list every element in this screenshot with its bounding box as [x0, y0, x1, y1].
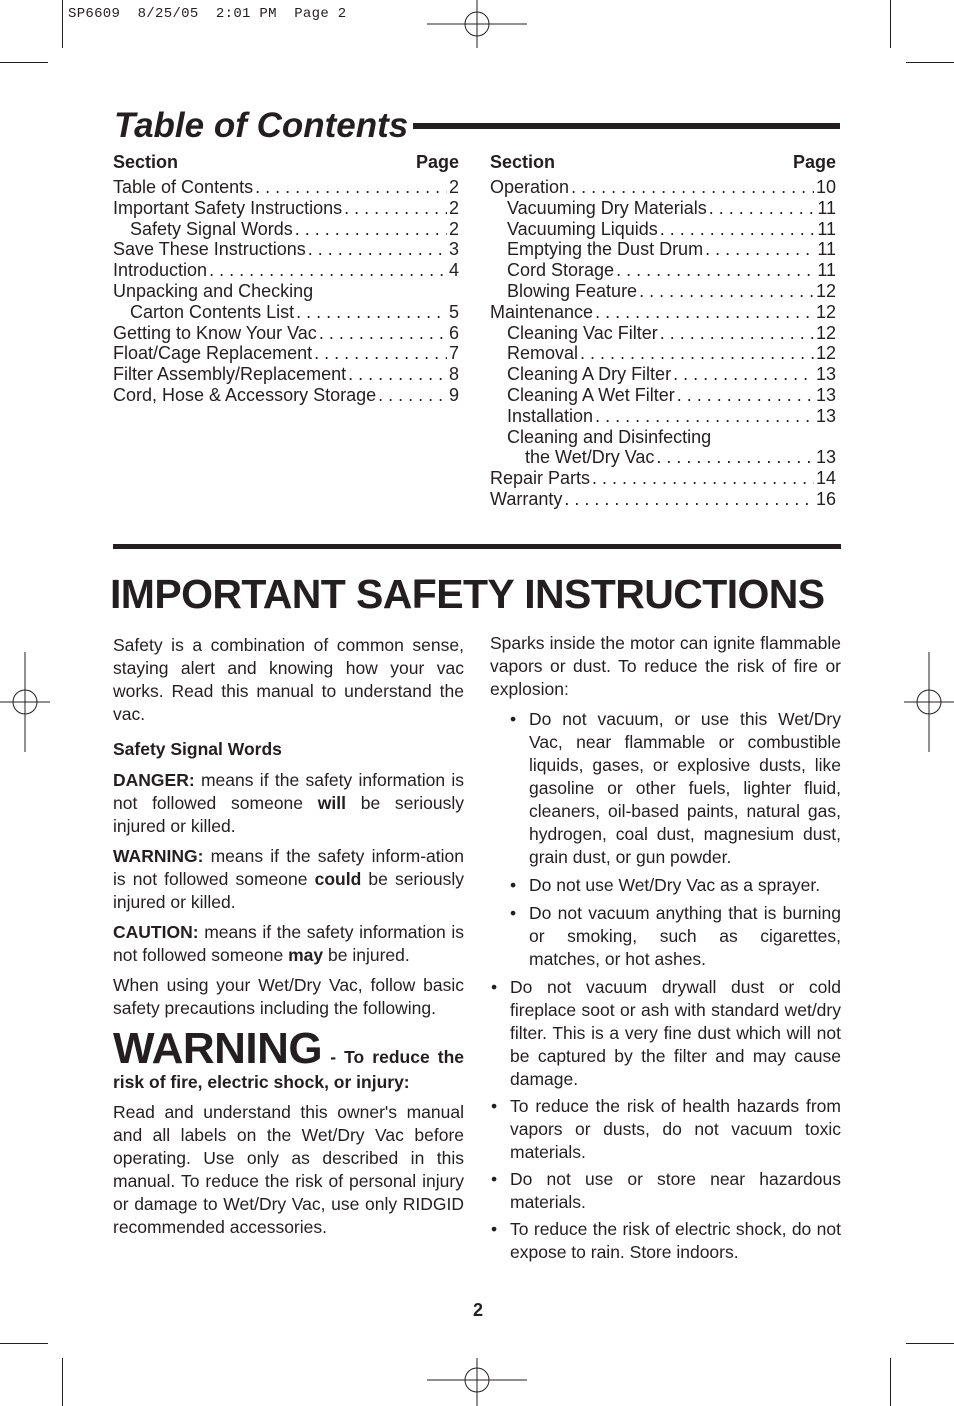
toc-page-label: Page	[415, 152, 459, 172]
toc-dot-leader	[378, 385, 447, 406]
toc-entry	[113, 177, 459, 198]
toc-entry-label: Carton Contents List	[130, 301, 295, 322]
toc-dot-leader	[564, 489, 814, 510]
toc-entry-label: Filter Assembly/Replacement	[113, 364, 347, 385]
toc-title: Table of Contents	[114, 106, 409, 145]
toc-entry-label: Cord, Hose & Accessory Storage	[113, 384, 377, 405]
danger-text: means if the safety information is not followed someone	[113, 770, 464, 813]
safety-left-column	[113, 634, 464, 1246]
toc-entry	[490, 177, 836, 198]
warning-label: WARNING:	[113, 846, 204, 866]
danger-emphasis: will	[317, 793, 346, 813]
toc-entry-label: Maintenance	[490, 301, 594, 322]
safety-right-column	[490, 632, 841, 1268]
warning-heading-text: - To reduce the risk of fire, electric shock, or injury:	[113, 1047, 464, 1092]
bullet-item: • Do not vacuum, or use this Wet/Dry Vac, near flammable or combustible liquids, gases, or explosive dusts, like gasoline or other fuels, lighter fluid, cleaners, oil-based paints, natural gas, hydrogen, coal dust, magnesium dust, grain dust, or gun powder.	[509, 708, 841, 869]
toc-entry-page: 12	[815, 301, 836, 322]
toc-dot-leader	[571, 177, 814, 198]
toc-dot-leader	[595, 406, 814, 427]
toc-entry-label: Important Safety Instructions	[113, 197, 343, 218]
toc-entry-page: 11	[817, 218, 836, 239]
bullet-item: • Do not vacuum drywall dust or cold fireplace soot or ash with standard wet/dry filter. This is a very fine dust which will not be captured by the filter and may cause damage.	[490, 976, 841, 1091]
toc-entry	[490, 260, 836, 281]
caution-text: means if the safety information is not followed someone	[113, 922, 464, 965]
toc-dot-leader	[709, 198, 816, 219]
toc-dot-leader	[319, 323, 447, 344]
toc-page-label: Page	[792, 152, 836, 172]
danger-label: DANGER:	[113, 770, 195, 790]
toc-entry-page: 16	[815, 488, 836, 509]
toc-title-rule	[413, 123, 840, 129]
toc-entry	[490, 406, 836, 427]
printer-slug: SP6609 8/25/05 2:01 PM Page 2	[68, 6, 347, 22]
toc-dot-leader	[639, 281, 814, 302]
toc-entry-page: 7	[448, 343, 459, 364]
toc-dot-leader	[673, 364, 814, 385]
toc-entry-label: Unpacking and Checking	[113, 280, 314, 301]
toc-dot-leader	[308, 239, 447, 260]
toc-entry-page: 8	[448, 364, 459, 385]
toc-entry	[113, 343, 459, 364]
caution-label: CAUTION:	[113, 922, 199, 942]
toc-entry-label: Float/Cage Replacement	[113, 343, 313, 364]
toc-entry-label: Repair Parts	[490, 468, 591, 489]
toc-entry-page: 4	[448, 260, 459, 281]
danger-text-end: be seriously injured or killed.	[113, 793, 464, 836]
toc-dot-leader	[295, 219, 447, 240]
toc-right-list	[490, 177, 836, 510]
toc-entry-label: Cleaning A Wet Filter	[507, 384, 675, 405]
toc-entry	[113, 219, 459, 240]
toc-entry	[490, 239, 836, 260]
toc-entry-page: 5	[448, 301, 459, 322]
toc-entry-page: 9	[448, 384, 459, 405]
toc-entry-page: 3	[448, 239, 459, 260]
toc-entry-label: Cord Storage	[507, 260, 615, 281]
toc-dot-leader	[580, 343, 814, 364]
toc-entry-page: 11	[817, 197, 836, 218]
toc-entry	[490, 364, 836, 385]
registration-mark-right	[904, 652, 954, 752]
toc-entry-label: the Wet/Dry Vac	[525, 447, 655, 468]
registration-mark-bottom	[427, 1358, 527, 1406]
toc-entry	[490, 343, 836, 364]
warning-emphasis: could	[314, 869, 362, 889]
toc-right-header	[490, 150, 836, 175]
toc-entry-label: Cleaning and Disinfecting	[507, 426, 712, 447]
toc-dot-leader	[660, 219, 816, 240]
toc-entry-page: 10	[815, 177, 836, 197]
toc-entry-label: Introduction	[113, 260, 208, 281]
toc-entry-page: 12	[815, 343, 836, 364]
toc-dot-leader	[296, 302, 447, 323]
warning-text: means if the safety inform-ation is not followed someone	[113, 846, 464, 889]
toc-entry-label: Removal	[507, 343, 579, 364]
toc-entry-label: Cleaning A Dry Filter	[507, 364, 672, 385]
toc-entry-page: 12	[815, 322, 836, 343]
toc-entry-label: Vacuuming Dry Materials	[507, 197, 707, 218]
safety-bullets	[490, 976, 841, 1264]
toc-entry	[113, 323, 459, 344]
toc-dot-leader	[595, 302, 814, 323]
toc-left-column	[113, 150, 459, 406]
toc-section-label: Section	[113, 152, 179, 172]
toc-entry	[113, 364, 459, 385]
toc-entry	[490, 281, 836, 302]
toc-entry-label: Cleaning Vac Filter	[507, 322, 658, 343]
toc-entry-page: 2	[448, 177, 459, 197]
toc-entry	[113, 281, 459, 302]
registration-mark-top	[427, 0, 527, 48]
caution-text-end: be injured.	[323, 945, 410, 965]
bullet-item: • Do not use Wet/Dry Vac as a sprayer.	[509, 874, 841, 897]
bullet-item: • To reduce the risk of electric shock, do not expose to rain. Store indoors.	[490, 1218, 841, 1264]
toc-dot-leader	[616, 260, 815, 281]
toc-entry	[490, 385, 836, 406]
toc-entry-label: Emptying the Dust Drum	[507, 239, 704, 260]
toc-entry-page: 13	[815, 405, 836, 426]
warning-heading	[113, 1024, 464, 1094]
toc-entry-label: Installation	[507, 405, 594, 426]
toc-entry	[490, 427, 836, 448]
toc-entry-label: Getting to Know Your Vac	[113, 322, 317, 343]
toc-dot-leader	[705, 239, 815, 260]
toc-dot-leader	[209, 260, 447, 281]
toc-entry	[113, 302, 459, 323]
toc-entry-page: 14	[815, 468, 836, 489]
signal-words-heading: Safety Signal Words	[113, 739, 282, 759]
toc-entry	[490, 219, 836, 240]
toc-entry-label: Blowing Feature	[507, 280, 638, 301]
toc-entry-label: Safety Signal Words	[130, 218, 293, 239]
toc-entry	[490, 302, 836, 323]
warning-text-end: be seriously injured or killed.	[113, 869, 464, 912]
registration-mark-left	[0, 652, 50, 752]
toc-dot-leader	[255, 177, 447, 198]
toc-entry-page: 2	[448, 218, 459, 239]
safety-title: IMPORTANT SAFETY INSTRUCTIONS	[110, 571, 825, 617]
read-understand-paragraph: Read and understand this owner's manual and all labels on the Wet/Dry Vac before operating. Use only as described in this manual. To reduce the risk of personal injury or damage to Wet/Dry Vac, use only RIDGID recommended accessories.	[113, 1102, 464, 1237]
toc-entry	[490, 489, 836, 510]
toc-section-label: Section	[490, 152, 556, 172]
toc-entry-label: Vacuuming Liquids	[507, 218, 658, 239]
section-divider	[113, 544, 841, 549]
toc-entry	[113, 385, 459, 406]
toc-entry-page: 2	[448, 197, 459, 218]
toc-entry	[490, 468, 836, 489]
toc-entry	[113, 260, 459, 281]
warning-big-label: WARNING	[113, 1024, 323, 1073]
toc-entry-label: Operation	[490, 177, 570, 197]
toc-entry-label: Warranty	[490, 488, 563, 509]
warning-definition	[113, 845, 464, 914]
toc-entry	[490, 323, 836, 344]
toc-entry	[113, 198, 459, 219]
toc-dot-leader	[348, 364, 447, 385]
fire-explosion-bullets	[509, 708, 841, 971]
toc-dot-leader	[656, 447, 814, 468]
bullet-item: • To reduce the risk of health hazards from vapors or dusts, do not vacuum toxic materials.	[490, 1095, 841, 1164]
toc-entry	[490, 447, 836, 468]
danger-definition	[113, 769, 464, 838]
caution-emphasis: may	[288, 945, 324, 965]
caution-definition	[113, 921, 464, 967]
bullet-item: • Do not vacuum anything that is burning or smoking, such as cigarettes, matches, or hot ashes.	[509, 902, 841, 971]
toc-dot-leader	[344, 198, 447, 219]
page-number: 2	[472, 1300, 483, 1320]
toc-dot-leader	[660, 323, 814, 344]
toc-entry-page: 13	[815, 447, 836, 468]
safety-intro: Safety is a combination of common sense, staying alert and knowing how your vac works. Read this manual to understand the vac.	[113, 635, 464, 724]
toc-entry-page: 11	[817, 260, 836, 281]
toc-entry	[490, 198, 836, 219]
sparks-paragraph: Sparks inside the motor can ignite flammable vapors or dust. To reduce the risk of fire or explosion:	[490, 633, 841, 699]
bullet-item: • Do not use or store near hazardous materials.	[490, 1168, 841, 1214]
toc-entry-page: 13	[815, 384, 836, 405]
toc-left-header	[113, 150, 459, 175]
toc-entry-label: Table of Contents	[113, 177, 254, 197]
toc-entry-page: 11	[817, 239, 836, 260]
toc-right-column	[490, 150, 836, 510]
toc-entry-page: 6	[448, 322, 459, 343]
toc-entry	[113, 239, 459, 260]
toc-dot-leader	[314, 343, 447, 364]
toc-entry-page: 13	[815, 364, 836, 385]
when-using-paragraph: When using your Wet/Dry Vac, follow basic safety precautions including the following.	[113, 975, 464, 1018]
toc-left-list	[113, 177, 459, 406]
toc-dot-leader	[592, 468, 814, 489]
toc-dot-leader	[677, 385, 814, 406]
toc-entry-page: 12	[815, 280, 836, 301]
toc-entry-label: Save These Instructions	[113, 239, 306, 260]
